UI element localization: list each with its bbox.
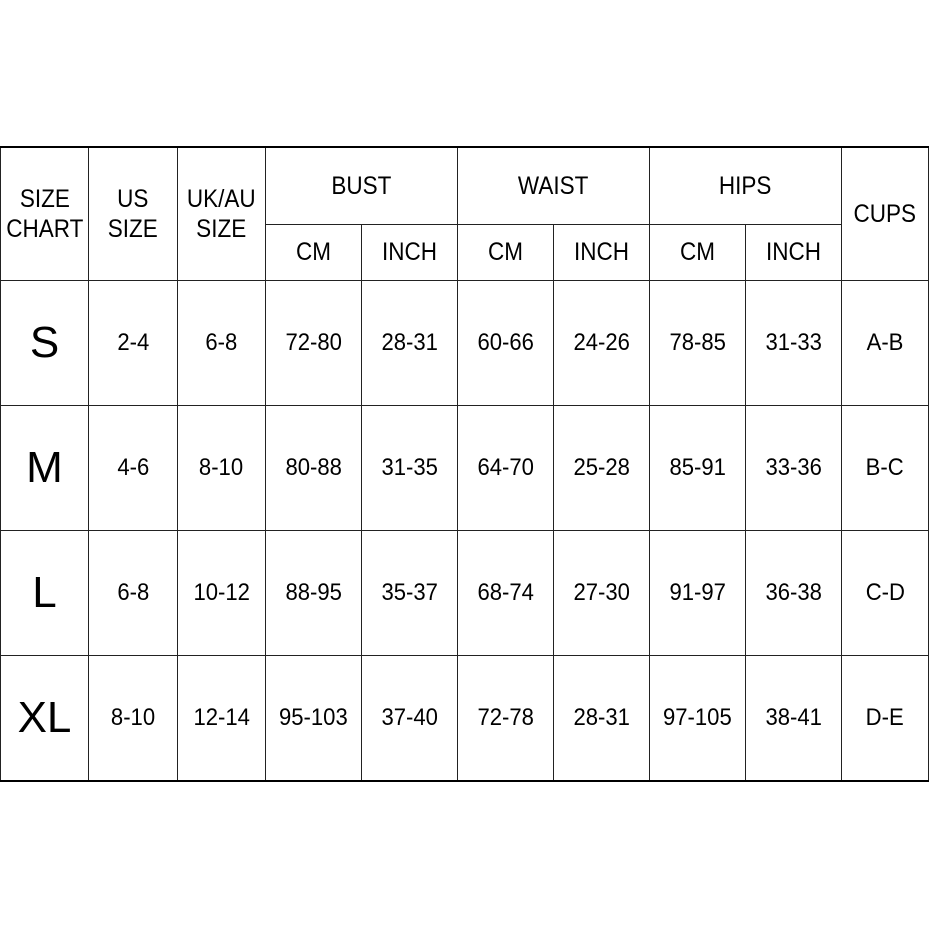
cups-cell: B-C bbox=[842, 406, 929, 531]
table-row bbox=[1, 406, 929, 531]
bust-inch-cell: 35-37 bbox=[362, 531, 458, 656]
bust-cm-cell: 95-103 bbox=[266, 656, 362, 782]
hips-header: HIPS bbox=[650, 147, 842, 225]
hips-inch-header: INCH bbox=[746, 225, 842, 281]
waist-cm-cell: 60-66 bbox=[458, 281, 554, 406]
uk-au-size-header: UK/AU SIZE bbox=[178, 147, 266, 281]
hips-cm-header: CM bbox=[650, 225, 746, 281]
hips-inch-cell: 36-38 bbox=[746, 531, 842, 656]
bust-cm-cell: 80-88 bbox=[266, 406, 362, 531]
size-cell: XL bbox=[1, 656, 89, 782]
waist-inch-cell: 27-30 bbox=[554, 531, 650, 656]
hips-cm-cell: 85-91 bbox=[650, 406, 746, 531]
waist-inch-header: INCH bbox=[554, 225, 650, 281]
cups-header: CUPS bbox=[842, 147, 929, 281]
table-row bbox=[1, 531, 929, 656]
hips-inch-cell: 33-36 bbox=[746, 406, 842, 531]
us-cell: 2-4 bbox=[89, 281, 178, 406]
uk-cell: 10-12 bbox=[178, 531, 266, 656]
waist-inch-cell: 25-28 bbox=[554, 406, 650, 531]
us-cell: 4-6 bbox=[89, 406, 178, 531]
cups-cell: C-D bbox=[842, 531, 929, 656]
us-cell: 8-10 bbox=[89, 656, 178, 782]
waist-cm-cell: 68-74 bbox=[458, 531, 554, 656]
hips-cm-cell: 78-85 bbox=[650, 281, 746, 406]
waist-inch-cell: 28-31 bbox=[554, 656, 650, 782]
size-cell: L bbox=[1, 531, 89, 656]
bust-cm-header: CM bbox=[266, 225, 362, 281]
us-size-header: US SIZE bbox=[89, 147, 178, 281]
waist-cm-cell: 72-78 bbox=[458, 656, 554, 782]
bust-header: BUST bbox=[266, 147, 458, 225]
bust-inch-header: INCH bbox=[362, 225, 458, 281]
bust-inch-cell: 31-35 bbox=[362, 406, 458, 531]
size-cell: M bbox=[1, 406, 89, 531]
uk-cell: 6-8 bbox=[178, 281, 266, 406]
bust-inch-cell: 37-40 bbox=[362, 656, 458, 782]
us-cell: 6-8 bbox=[89, 531, 178, 656]
uk-cell: 8-10 bbox=[178, 406, 266, 531]
size-cell: S bbox=[1, 281, 89, 406]
header-row bbox=[1, 147, 929, 225]
size-chart-table-wrap bbox=[0, 146, 928, 782]
cups-cell: D-E bbox=[842, 656, 929, 782]
waist-header: WAIST bbox=[458, 147, 650, 225]
hips-cm-cell: 97-105 bbox=[650, 656, 746, 782]
hips-cm-cell: 91-97 bbox=[650, 531, 746, 656]
hips-inch-cell: 31-33 bbox=[746, 281, 842, 406]
size-chart-header: SIZE CHART bbox=[1, 147, 89, 281]
hips-inch-cell: 38-41 bbox=[746, 656, 842, 782]
size-chart-table bbox=[0, 146, 929, 782]
waist-inch-cell: 24-26 bbox=[554, 281, 650, 406]
table-row bbox=[1, 656, 929, 782]
table-row bbox=[1, 281, 929, 406]
cups-cell: A-B bbox=[842, 281, 929, 406]
waist-cm-header: CM bbox=[458, 225, 554, 281]
bust-cm-cell: 88-95 bbox=[266, 531, 362, 656]
bust-inch-cell: 28-31 bbox=[362, 281, 458, 406]
uk-cell: 12-14 bbox=[178, 656, 266, 782]
waist-cm-cell: 64-70 bbox=[458, 406, 554, 531]
bust-cm-cell: 72-80 bbox=[266, 281, 362, 406]
